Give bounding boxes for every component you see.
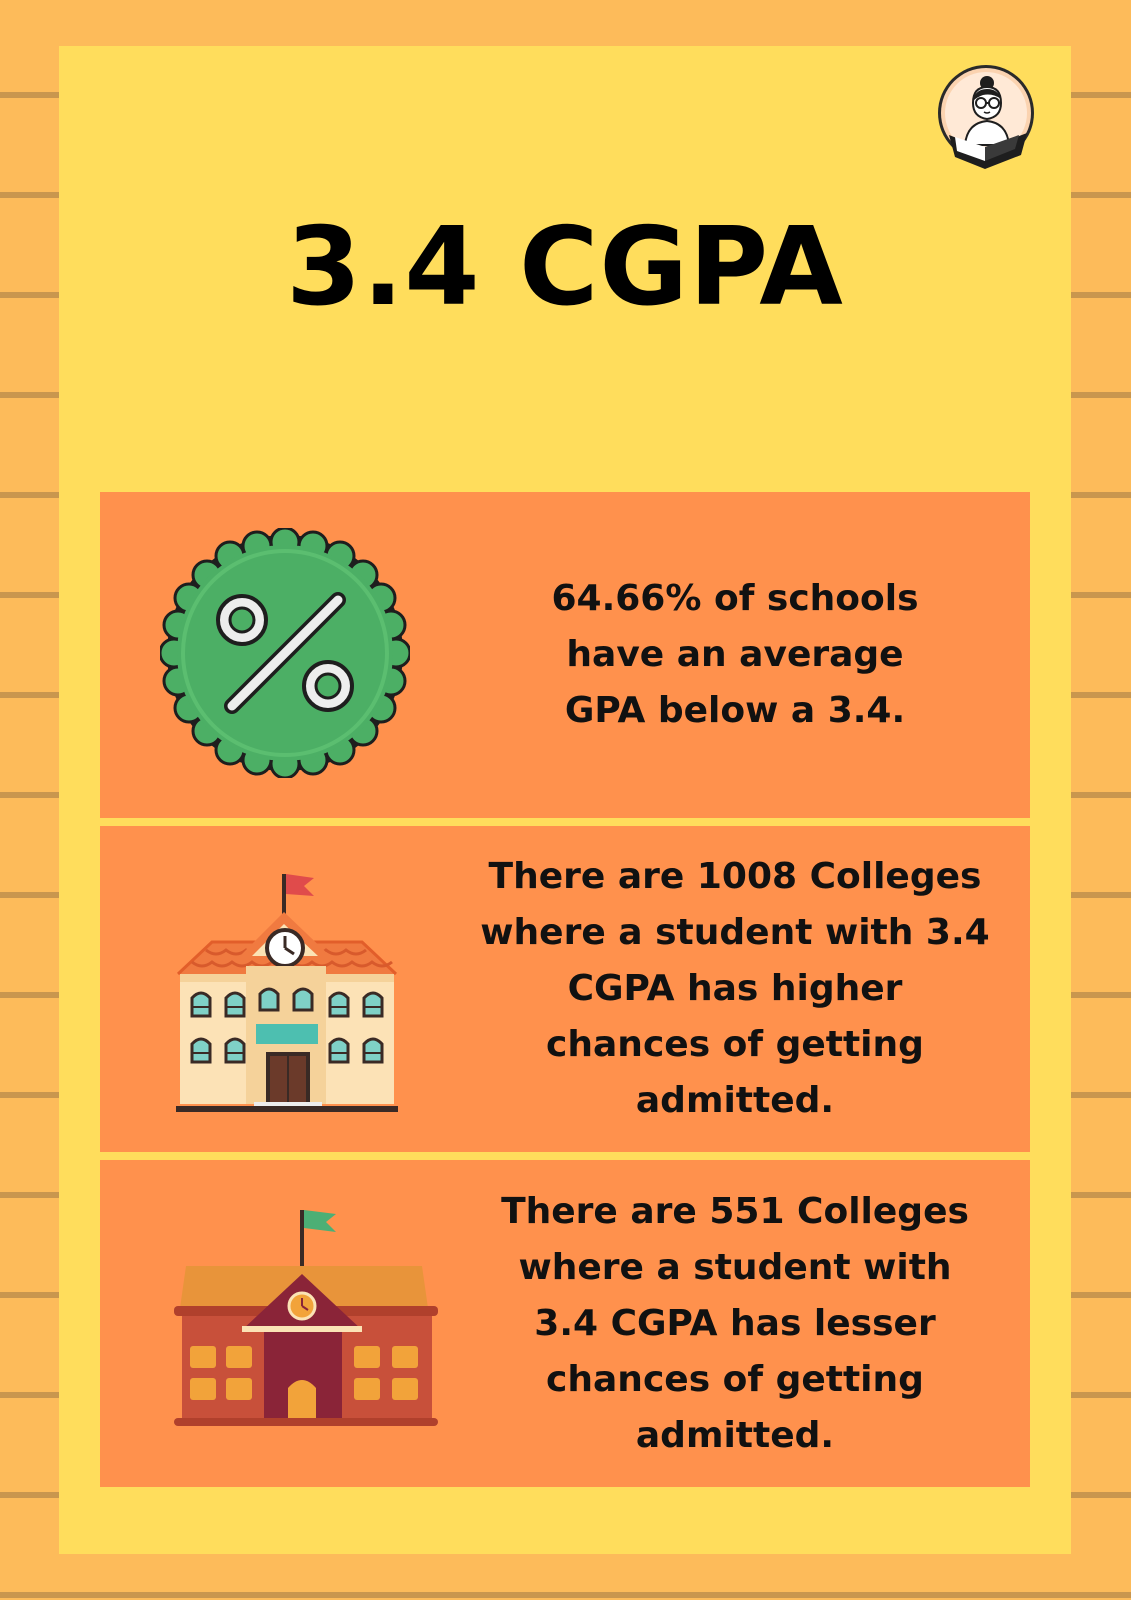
stat-card-lesser-chances <box>100 1160 1030 1487</box>
stat-card-percent <box>100 492 1030 818</box>
stat-text-content: There are 1008 Colleges where a student with 3.4 CGPA has higher chances of getting admitted. <box>480 856 990 1121</box>
stat-card-higher-chances <box>100 826 1030 1152</box>
stat-text-content: 64.66% of schools have an average GPA below a 3.4. <box>551 578 919 731</box>
stat-text-content: There are 551 Colleges where a student with 3.4 CGPA has lesser chances of getting admitted. <box>501 1190 969 1456</box>
page-title: 3.4 CGPA <box>286 205 844 330</box>
logo-avatar <box>935 63 1037 173</box>
stat-text <box>460 492 1010 818</box>
college-building-icon <box>172 1206 442 1440</box>
percent-badge-icon <box>160 528 410 782</box>
reader-avatar-icon <box>935 63 1037 173</box>
stat-text <box>460 826 1010 1152</box>
stat-text <box>460 1160 1010 1487</box>
school-building-icon <box>172 866 402 1120</box>
